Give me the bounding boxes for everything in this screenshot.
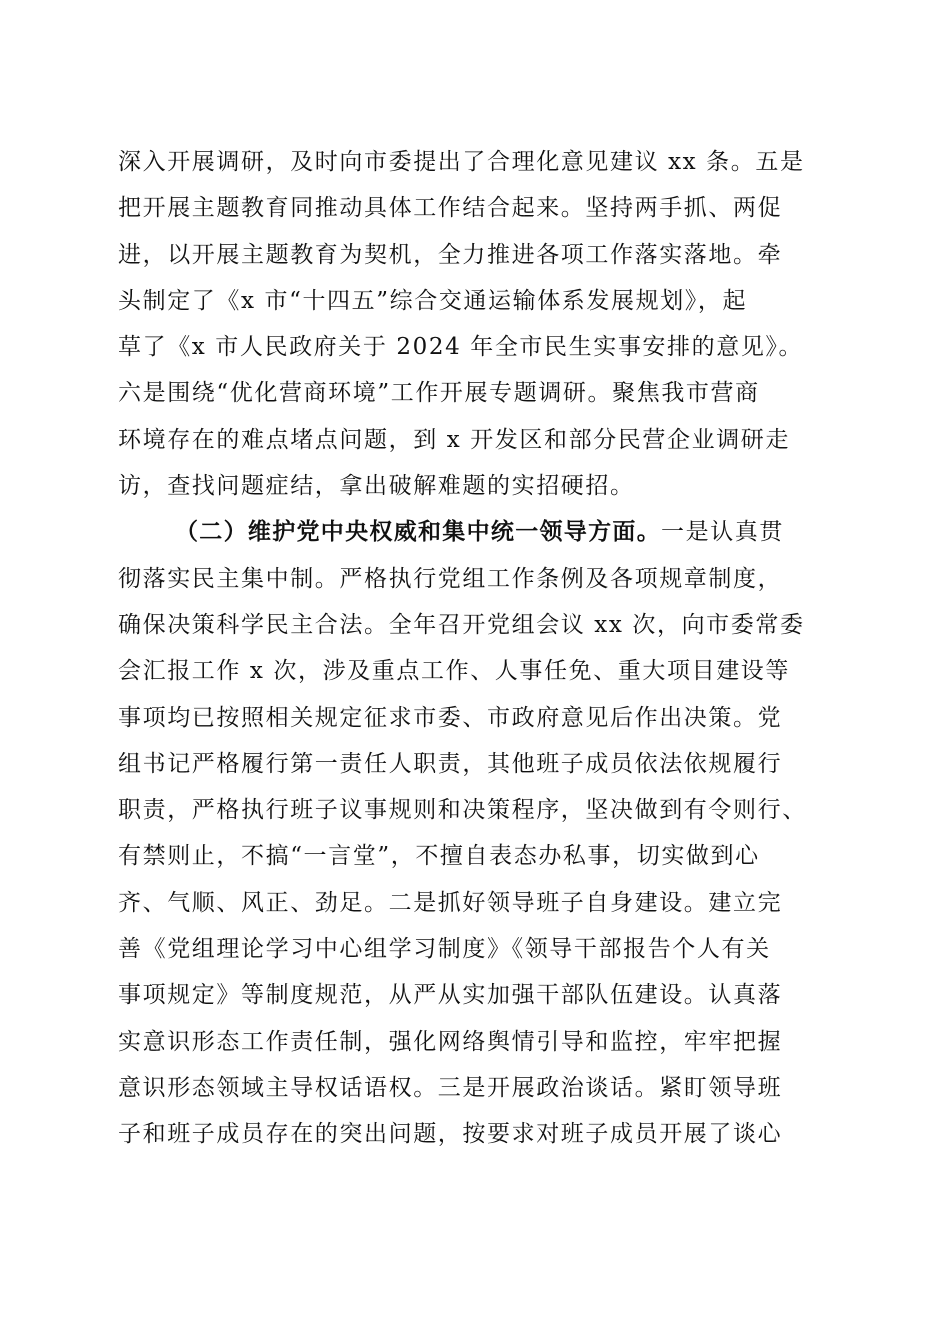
text-line: 实意识形态工作责任制，强化网络舆情引导和监控，牢牢把握 <box>118 1028 783 1055</box>
text-line: 环境存在的难点堵点问题，到 x 开发区和部分民营企业调研走 <box>118 426 790 453</box>
body-text <box>118 139 858 1158</box>
text-line: 事项均已按照相关规定征求市委、市政府意见后作出决策。党 <box>118 704 783 731</box>
text-line: 子和班子成员存在的突出问题，按要求对班子成员开展了谈心 <box>118 1121 783 1148</box>
text-line: 职责，严格执行班子议事规则和决策程序，坚决做到有令则行、 <box>118 797 807 824</box>
section-heading: （二）维护党中央权威和集中统一领导方面。 <box>175 519 661 546</box>
text-line: 头制定了《x 市“十四五”综合交通运输体系发展规划》，起 <box>118 287 748 314</box>
text-line: 把开展主题教育同推动具体工作结合起来。坚持两手抓、两促 <box>118 195 783 222</box>
text-line: 组书记严格履行第一责任人职责，其他班子成员依法依规履行 <box>118 750 783 777</box>
text-line: 访，查找问题症结，拿出破解难题的实招硬招。 <box>118 473 635 500</box>
text-line: 彻落实民主集中制。严格执行党组工作条例及各项规章制度， <box>118 565 783 592</box>
text-line: 会汇报工作 x 次，涉及重点工作、人事任免、重大项目建设等 <box>118 658 790 685</box>
text-line: 确保决策科学民主合法。全年召开党组会议 xx 次，向市委常委 <box>118 611 805 638</box>
text-line: 善《党组理论学习中心组学习制度》《领导干部报告个人有关 <box>118 936 771 963</box>
text-line: 六是围绕“优化营商环境”工作开展专题调研。聚焦我市营商 <box>118 380 760 407</box>
text-line: 深入开展调研，及时向市委提出了合理化意见建议 xx 条。五是 <box>118 149 805 175</box>
text-line: 一是认真贯 <box>661 519 784 546</box>
text-line: 草了《x 市人民政府关于 2024 年全市民生实事安排的意见》。 <box>118 334 804 361</box>
text-line: 进，以开展主题教育为契机，全力推进各项工作落实落地。牵 <box>118 241 783 268</box>
section-heading-line <box>118 509 858 555</box>
text-line: 事项规定》等制度规范，从严从实加强干部队伍建设。认真落 <box>118 982 783 1009</box>
text-line: 意识形态领域主导权话语权。三是开展政治谈话。紧盯领导班 <box>118 1074 783 1101</box>
text-line: 有禁则止，不搞“一言堂”，不擅自表态办私事，切实做到心 <box>118 843 760 870</box>
text-line: 齐、气顺、风正、劲足。二是抓好领导班子自身建设。建立完 <box>118 889 783 916</box>
